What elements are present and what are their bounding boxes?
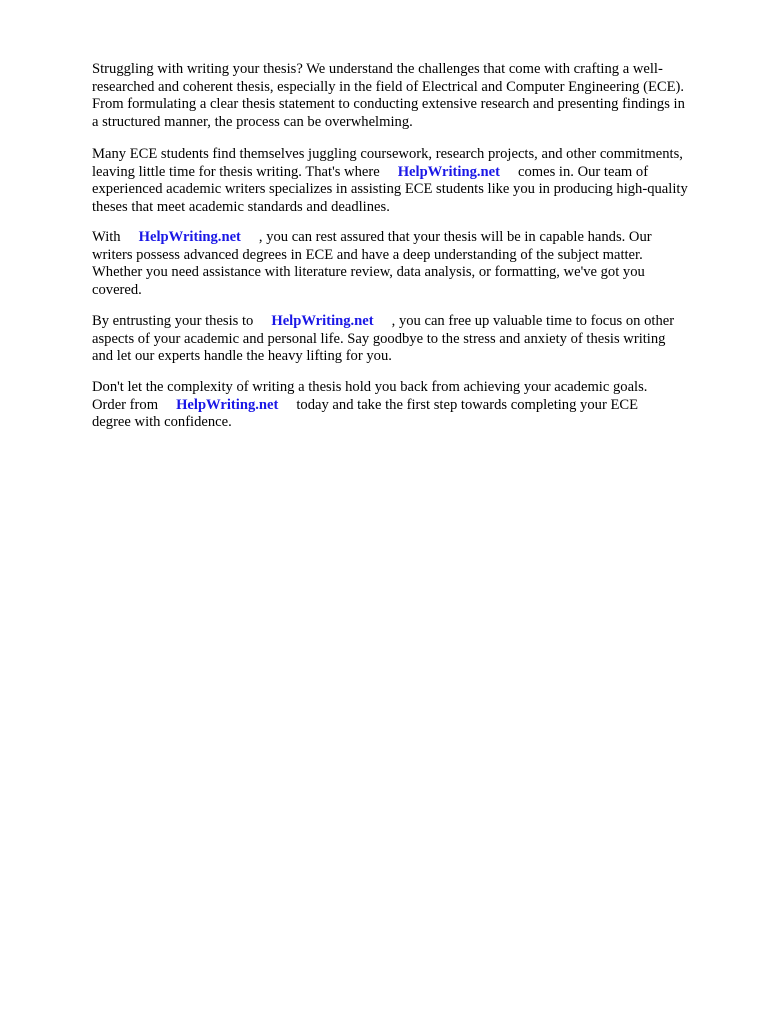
text-fragment: , you can rest assured that your thesis will be in capable hands. Our	[258, 229, 652, 245]
text-fragment: With	[92, 229, 121, 245]
text-line-with-link	[92, 164, 732, 182]
text-line-with-link	[92, 313, 732, 331]
text-line: Struggling with writing your thesis? We understand the challenges that come with crafting a well-	[92, 61, 663, 77]
text-line: covered.	[92, 281, 142, 298]
paragraph-assurance	[92, 229, 732, 299]
text-line: degree with confidence.	[92, 414, 232, 431]
text-line-with-link	[92, 229, 732, 247]
paragraph-students	[92, 146, 732, 216]
paragraph-closing	[92, 379, 732, 432]
helpwriting-link[interactable]: HelpWriting.net	[397, 163, 500, 180]
text-line: theses that meet academic standards and deadlines.	[92, 198, 390, 215]
text-fragment: Order from	[92, 396, 159, 413]
helpwriting-link[interactable]: HelpWriting.net	[176, 396, 279, 413]
text-line: experienced academic writers specializes in assisting ECE students like you in producing high-quality	[92, 181, 688, 198]
text-fragment: today and take the first step towards completing your ECE	[296, 396, 639, 413]
text-line: a structured manner, the process can be overwhelming.	[92, 113, 413, 130]
text-line: writers possess advanced degrees in ECE and have a deep understanding of the subject matter.	[92, 246, 643, 263]
text-line: From formulating a clear thesis statement to conducting extensive research and presenting findings in	[92, 96, 685, 113]
text-line: Don't let the complexity of writing a thesis hold you back from achieving your academic goals.	[92, 379, 648, 395]
text-line: researched and coherent thesis, especially in the field of Electrical and Computer Engineering (ECE).	[92, 78, 685, 95]
text-line-with-link	[92, 397, 732, 415]
text-line: and let our experts handle the heavy lifting for you.	[92, 348, 392, 365]
text-line: Many ECE students find themselves juggling coursework, research projects, and other commitments,	[92, 146, 683, 162]
helpwriting-link[interactable]: HelpWriting.net	[271, 313, 374, 329]
text-line: Whether you need assistance with literature review, data analysis, or formatting, we've got you	[92, 264, 645, 281]
paragraph-intro	[92, 61, 732, 131]
text-fragment: By entrusting your thesis to	[92, 313, 254, 329]
text-fragment: , you can free up valuable time to focus on other	[391, 313, 675, 329]
text-fragment: leaving little time for thesis writing. That's where	[92, 163, 380, 180]
paragraph-entrusting	[92, 313, 732, 366]
text-line: aspects of your academic and personal life. Say goodbye to the stress and anxiety of thesis writing	[92, 330, 666, 347]
text-fragment: comes in. Our team of	[517, 163, 649, 180]
helpwriting-link[interactable]: HelpWriting.net	[138, 229, 241, 245]
